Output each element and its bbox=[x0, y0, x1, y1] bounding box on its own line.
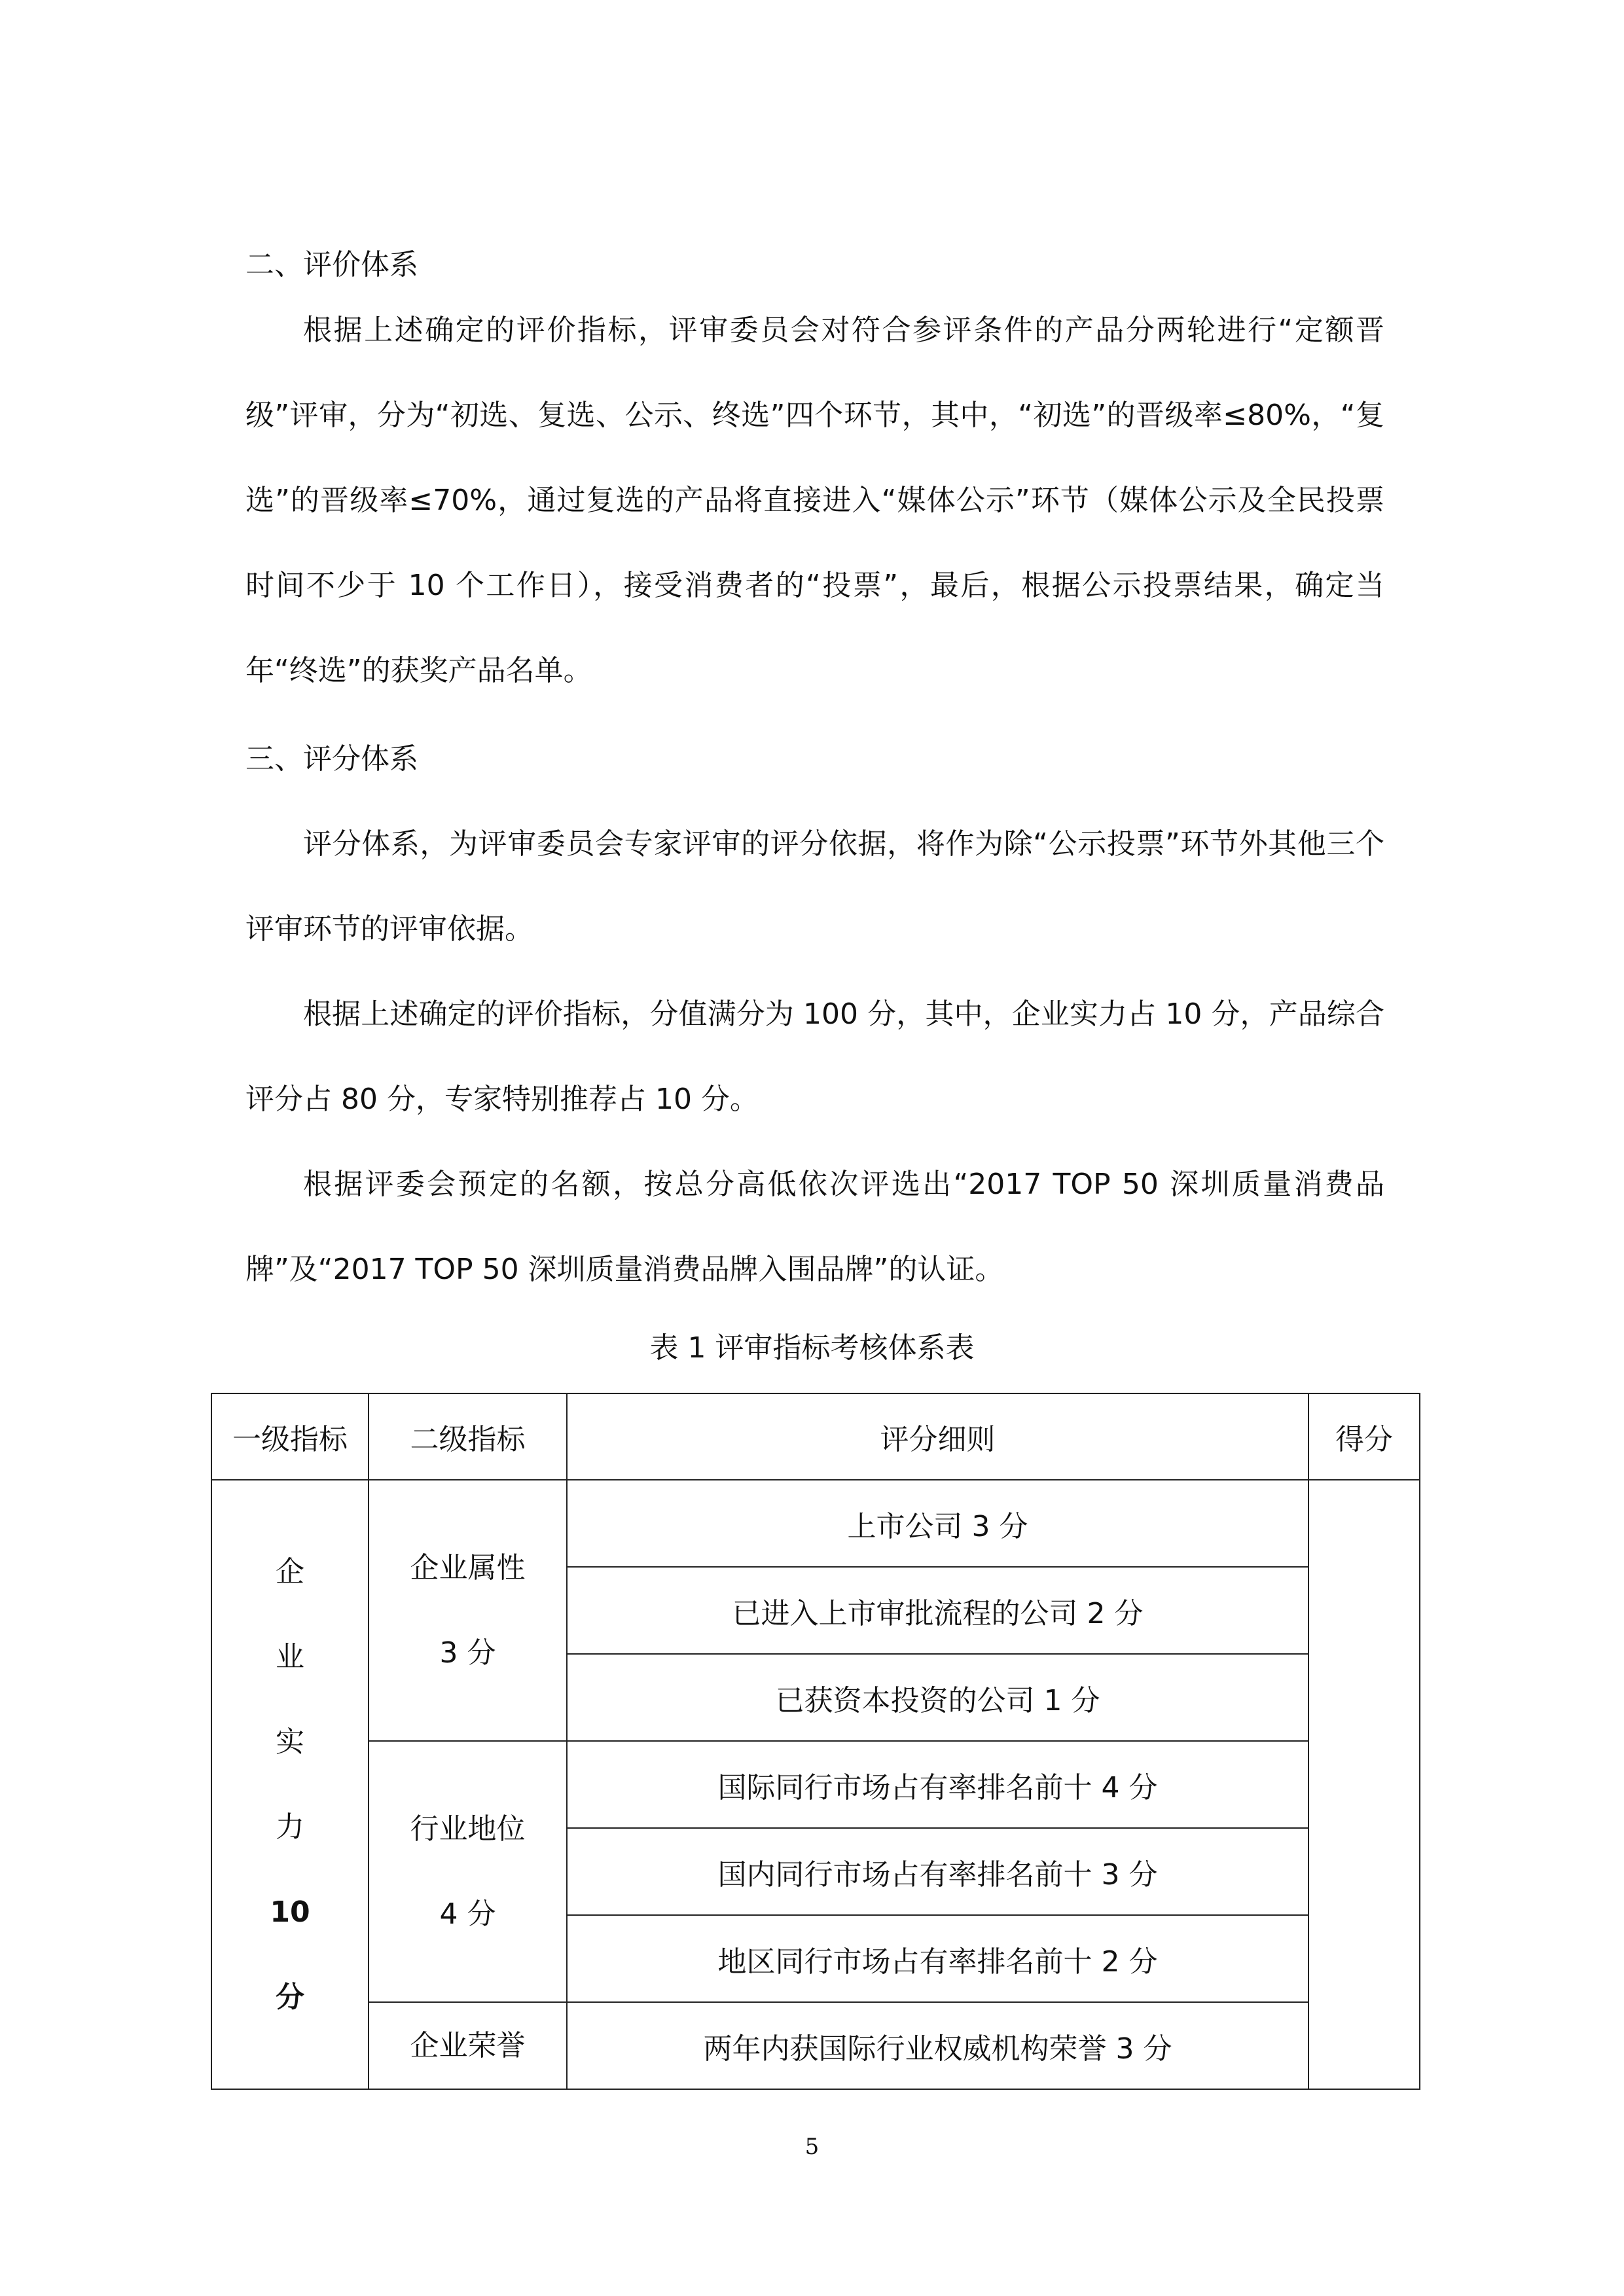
header-level2: 二级指标 bbox=[369, 1393, 567, 1480]
page-number: 5 bbox=[804, 2134, 820, 2160]
table-row bbox=[211, 1741, 1420, 1828]
header-score: 得分 bbox=[1308, 1393, 1420, 1480]
level2-industry-position: 行业地位 4 分 bbox=[369, 1741, 567, 2002]
level2-enterprise-attribute: 企业属性 3 分 bbox=[369, 1480, 567, 1741]
paragraph-evaluation-rounds: 根据上述确定的评价指标，评审委员会对符合参评条件的产品分两轮进行“定额晋级”评审，分为“初选、复选、公示、终选”四个环节，其中，“初选”的晋级率≤80%，“复选”的晋级率≤70%，通过复选的产品将直接进入“媒体公示”环节（媒体公示及全民投票时间不少于 10 个工作日），接受消费者的“投票”，最后，根据公示投票结果，确定当年“终选”的获奖产品名单。 bbox=[245, 314, 1384, 687]
section-heading-scoring-system: 三、评分体系 bbox=[245, 742, 418, 776]
level2-enterprise-honor: 企业荣誉 bbox=[369, 2002, 567, 2089]
rule-domestic-top10: 国内同行市场占有率排名前十 3 分 bbox=[567, 1828, 1308, 1915]
header-rules: 评分细则 bbox=[567, 1393, 1308, 1480]
rule-international-top10: 国际同行市场占有率排名前十 4 分 bbox=[567, 1741, 1308, 1828]
paragraph-brand-selection: 根据评委会预定的名额，按总分高低依次评选出“2017 TOP 50 深圳质量消费品牌”及“2017 TOP 50 深圳质量消费品牌入围品牌”的认证。 bbox=[245, 1168, 1384, 1286]
header-level1: 一级指标 bbox=[211, 1393, 369, 1480]
table-header-row bbox=[211, 1393, 1420, 1480]
section-heading-evaluation-system: 二、评价体系 bbox=[245, 248, 418, 281]
rule-listed-company: 上市公司 3 分 bbox=[567, 1480, 1308, 1567]
table-row bbox=[211, 1480, 1420, 1567]
score-cell bbox=[1308, 1480, 1420, 2089]
paragraph-scoring-basis: 评分体系，为评审委员会专家评审的评分依据，将作为除“公示投票”环节外其他三个评审环节的评审依据。 bbox=[245, 827, 1384, 946]
evaluation-index-table bbox=[211, 1393, 1420, 2090]
table-row bbox=[211, 2002, 1420, 2089]
table-caption: 表 1 评审指标考核体系表 bbox=[649, 1331, 975, 1365]
rule-international-honor: 两年内获国际行业权威机构荣誉 3 分 bbox=[567, 2002, 1308, 2089]
rule-regional-top10: 地区同行市场占有率排名前十 2 分 bbox=[567, 1915, 1308, 2002]
level1-enterprise-strength: 企 业 实 力 10 分 bbox=[211, 1480, 369, 2089]
rule-ipo-in-process: 已进入上市审批流程的公司 2 分 bbox=[567, 1567, 1308, 1654]
rule-capital-investment: 已获资本投资的公司 1 分 bbox=[567, 1654, 1308, 1741]
paragraph-score-breakdown: 根据上述确定的评价指标，分值满分为 100 分，其中，企业实力占 10 分，产品综合评分占 80 分，专家特别推荐占 10 分。 bbox=[245, 997, 1384, 1116]
